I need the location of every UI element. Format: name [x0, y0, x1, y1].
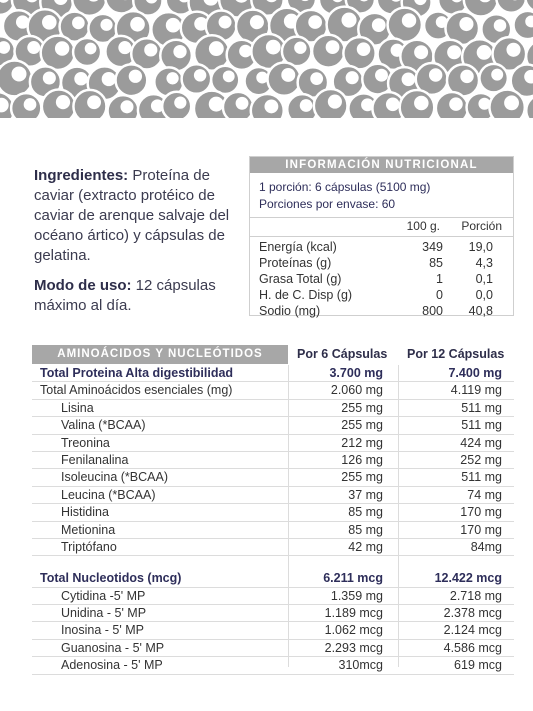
- value-6-capsules: 3.700 mg: [329, 366, 383, 380]
- row-label: Guanosina - 5' MP: [61, 640, 165, 655]
- nutrition-rows: [250, 237, 513, 319]
- value-12-capsules: 7.400 mg: [448, 366, 502, 380]
- value-6-capsules: 6.211 mcg: [323, 571, 383, 586]
- nutrition-row: [250, 287, 513, 303]
- usage-paragraph: [34, 276, 244, 316]
- usage-label: Modo de uso:: [34, 277, 132, 294]
- value-12-capsules: 170 mg: [460, 522, 502, 537]
- decorative-circle: [251, 94, 284, 118]
- value-100g: 1: [436, 272, 443, 286]
- value-12-capsules: 252 mg: [460, 452, 502, 467]
- table-row: [32, 605, 514, 622]
- row-label: Triptófano: [61, 539, 117, 554]
- value-6-capsules: 1.062 mcg: [324, 623, 383, 638]
- value-6-capsules: 126 mg: [341, 452, 383, 467]
- value-6-capsules: 85 mg: [348, 505, 383, 520]
- row-label: Histidina: [61, 505, 109, 520]
- ingredients-text: Proteína de caviar (extracto protéico de caviar de arenque salvaje del océano ártico) y cápsulas de gelatina.: [34, 167, 230, 264]
- row-label: Fenilanalina: [61, 452, 129, 467]
- divider-line: [398, 365, 399, 667]
- value-6-capsules: 85 mg: [348, 522, 383, 537]
- row-label: Total Proteina Alta digestibilidad: [40, 366, 234, 380]
- value-6-capsules: 42 mg: [348, 539, 383, 554]
- value-12-capsules: 2.378 mcg: [443, 606, 502, 621]
- decorative-circle: [400, 90, 435, 118]
- nutrition-row: [250, 239, 513, 255]
- nutrient-label: Grasa Total (g): [259, 272, 342, 286]
- decorative-circle: [513, 11, 533, 39]
- value-12-capsules: 74 mg: [467, 487, 502, 502]
- row-label: Adenosina - 5' MP: [61, 658, 163, 673]
- table-row: [32, 588, 514, 605]
- value-6-capsules: 310mcg: [338, 658, 383, 673]
- row-label: Leucina (*BCAA): [61, 487, 156, 502]
- amino-title: AMINOÁCIDOS Y NUCLEÓTIDOS: [32, 345, 288, 364]
- column-12-capsules: Por 12 Cápsulas: [407, 347, 505, 361]
- decorative-circle: [73, 90, 106, 118]
- amino-table: [32, 345, 514, 675]
- table-row: [32, 640, 514, 657]
- row-label: Isoleucina (*BCAA): [61, 470, 168, 485]
- decorative-circle: [73, 38, 101, 66]
- decorative-circle: [11, 93, 41, 118]
- row-label: Total Nucleotidos (mcg): [40, 571, 182, 586]
- amino-acids-group: [32, 365, 514, 556]
- amino-header: [32, 345, 514, 365]
- value-100g: 0: [436, 288, 443, 302]
- total-row: [32, 365, 514, 382]
- value-6-capsules: 212 mg: [341, 435, 383, 450]
- decorative-circle: [223, 92, 254, 118]
- decorative-circle: [388, 8, 422, 42]
- nutrition-table: [249, 156, 514, 316]
- value-12-capsules: 170 mg: [460, 505, 502, 520]
- value-12-capsules: 424 mg: [460, 435, 502, 450]
- ingredients-label: Ingredientes:: [34, 167, 129, 184]
- serving-size: 1 porción: 6 cápsulas (5100 mg): [259, 180, 431, 194]
- table-row: [32, 504, 514, 521]
- value-6-capsules: 2.060 mg: [330, 383, 383, 398]
- table-row: [32, 657, 514, 674]
- circle-pattern-graphic: [0, 0, 533, 118]
- nutrition-title: INFORMACIÓN NUTRICIONAL: [250, 157, 513, 173]
- ingredients-section: [34, 166, 244, 326]
- table-row: [32, 452, 514, 469]
- row-label: Lisina: [61, 400, 94, 415]
- value-6-capsules: 255 mg: [341, 470, 383, 485]
- decorative-circle: [182, 64, 212, 94]
- nutrient-label: H. de C. Disp (g): [259, 288, 353, 302]
- value-12-capsules: 511 mg: [461, 470, 502, 485]
- value-6-capsules: 37 mg: [348, 487, 383, 502]
- table-row: [32, 400, 514, 417]
- row-label: Cytidina -5' MP: [61, 588, 146, 603]
- row-label: Treonina: [61, 435, 110, 450]
- value-portion: 0,1: [475, 272, 493, 286]
- value-12-capsules: 84mg: [470, 539, 502, 554]
- row-label: Metionina: [61, 522, 116, 537]
- decorative-circle: [314, 89, 348, 118]
- table-row: [32, 417, 514, 434]
- usage-text: 12 cápsulas máximo al día.: [34, 277, 216, 314]
- value-portion: 19,0: [468, 240, 493, 254]
- decorative-circle: [267, 62, 300, 95]
- nutrition-serving-info: [250, 173, 513, 213]
- decorative-circle: [496, 0, 526, 13]
- table-row: [32, 487, 514, 504]
- value-12-capsules: 511 mg: [461, 400, 502, 415]
- decorative-circle: [312, 35, 345, 68]
- table-row: [32, 539, 514, 556]
- table-row: [32, 382, 514, 399]
- row-label: Total Aminoácidos esenciales (mg): [40, 383, 233, 398]
- total-row: [32, 570, 514, 587]
- decorative-circle: [0, 61, 32, 97]
- decorative-circle: [162, 92, 191, 118]
- column-portion: Porción: [461, 219, 502, 233]
- value-100g: 85: [429, 256, 443, 270]
- value-portion: 40,8: [468, 304, 493, 318]
- nutrition-row: [250, 303, 513, 319]
- row-label: Inosina - 5' MP: [61, 623, 144, 638]
- decorative-circle: [526, 95, 533, 118]
- nutrition-column-headers: [250, 217, 513, 237]
- value-portion: 0,0: [475, 288, 493, 302]
- divider-line: [288, 365, 289, 667]
- column-100g: 100 g.: [406, 219, 440, 233]
- decorative-circle: [42, 89, 76, 118]
- value-12-capsules: 511 mg: [461, 418, 502, 433]
- decorative-circle: [211, 66, 239, 94]
- decorative-circle: [436, 92, 468, 118]
- nutrient-label: Sodio (mg): [259, 304, 321, 318]
- decorative-circle: [108, 95, 139, 118]
- value-6-capsules: 255 mg: [341, 400, 383, 415]
- value-100g: 800: [422, 304, 443, 318]
- value-100g: 349: [422, 240, 443, 254]
- nucleotides-group: [32, 570, 514, 674]
- value-6-capsules: 2.293 mcg: [324, 640, 383, 655]
- nutrient-label: Energía (kcal): [259, 240, 337, 254]
- table-row: [32, 522, 514, 539]
- value-12-capsules: 2.718 mg: [449, 588, 502, 603]
- value-6-capsules: 1.189 mcg: [324, 606, 383, 621]
- column-6-capsules: Por 6 Cápsulas: [297, 347, 388, 361]
- value-portion: 4,3: [475, 256, 493, 270]
- nutrition-row: [250, 271, 513, 287]
- nutrition-row: [250, 255, 513, 271]
- decorative-circle: [116, 64, 148, 96]
- table-row: [32, 469, 514, 486]
- table-row: [32, 435, 514, 452]
- decorative-circle: [489, 90, 524, 118]
- value-12-capsules: 4.119 mg: [450, 383, 502, 398]
- decorative-circle: [41, 36, 75, 70]
- nutrient-label: Proteínas (g): [259, 256, 332, 270]
- value-12-capsules: 619 mcg: [454, 658, 502, 673]
- row-label: Unidina - 5' MP: [61, 606, 147, 621]
- value-12-capsules: 4.586 mcg: [443, 640, 502, 655]
- decorative-circle: [479, 64, 507, 92]
- table-row: [32, 622, 514, 639]
- value-6-capsules: 255 mg: [341, 418, 383, 433]
- servings-per-pack: Porciones por envase: 60: [259, 197, 396, 211]
- row-label: Valina (*BCAA): [61, 418, 146, 433]
- decorative-pattern-header: [0, 0, 533, 118]
- group-spacer: [32, 556, 514, 570]
- value-12-capsules: 2.124 mcg: [443, 623, 502, 638]
- value-6-capsules: 1.359 mg: [330, 588, 383, 603]
- value-12-capsules: 12.422 mcg: [434, 571, 502, 586]
- ingredients-paragraph: [34, 166, 244, 266]
